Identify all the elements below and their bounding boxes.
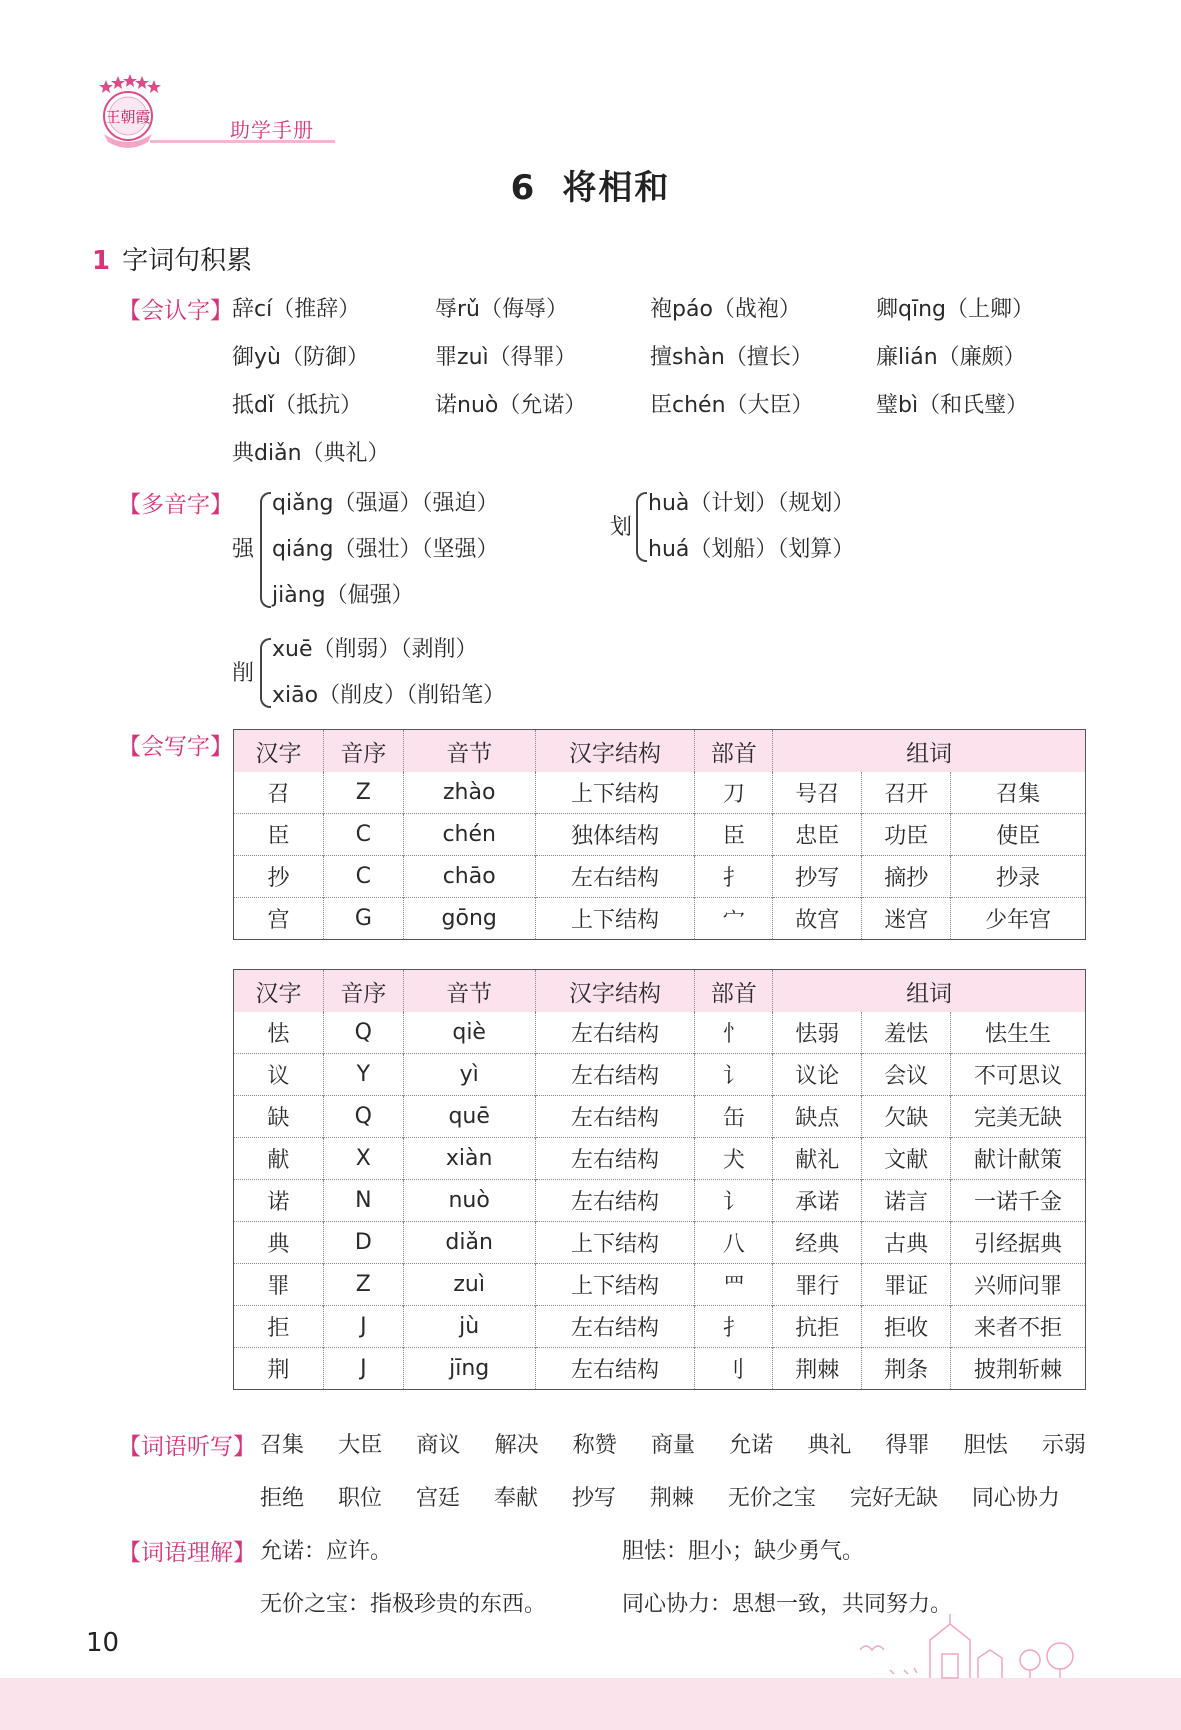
brace	[260, 638, 271, 708]
hanzi-cell: 抄	[234, 856, 324, 898]
recognize-item: 辱rǔ（侮辱）	[435, 297, 569, 322]
radical-cell: 扌	[695, 1306, 773, 1348]
pinyin-cell: jù	[403, 1306, 535, 1348]
dictation-word: 典礼	[807, 1433, 852, 1458]
word-cell: 会议	[862, 1054, 951, 1096]
understanding-label: 【词语理解】	[118, 1540, 256, 1566]
word-cell: 献计献策	[951, 1138, 1086, 1180]
initial-cell: Q	[323, 1012, 403, 1054]
word-cell: 召开	[862, 772, 951, 814]
structure-cell: 上下结构	[535, 1222, 695, 1264]
word-cell: 欠缺	[862, 1096, 951, 1138]
word-cell: 少年宫	[951, 898, 1086, 940]
pinyin-cell: xiàn	[403, 1138, 535, 1180]
header-cell: 音节	[403, 970, 535, 1013]
recognize-item: 抵dǐ（抵抗）	[232, 393, 363, 418]
word-cell: 迷宫	[862, 898, 951, 940]
pinyin-cell: zhào	[403, 772, 535, 814]
word-cell: 披荆斩棘	[951, 1348, 1086, 1390]
radical-cell: 讠	[695, 1180, 773, 1222]
dictation-word: 奉献	[493, 1486, 538, 1511]
table-row	[234, 1180, 1086, 1222]
structure-cell: 上下结构	[535, 898, 695, 940]
initial-cell: D	[323, 1222, 403, 1264]
structure-cell: 左右结构	[535, 1306, 695, 1348]
definition-item: 同心协力：思想一致，共同努力。	[622, 1592, 953, 1617]
pinyin-cell: zuì	[403, 1264, 535, 1306]
recognize-item: 典diǎn（典礼）	[232, 441, 390, 466]
pinyin-cell: yì	[403, 1054, 535, 1096]
word-cell: 缺点	[773, 1096, 862, 1138]
word-cell: 摘抄	[862, 856, 951, 898]
word-cell: 引经据典	[951, 1222, 1086, 1264]
recognize-item: 廉lián（廉颇）	[876, 345, 1026, 370]
hanzi-cell: 拒	[234, 1306, 324, 1348]
hanzi-cell: 召	[267, 782, 290, 807]
radical-cell: 缶	[695, 1096, 773, 1138]
table-row	[234, 1306, 1086, 1348]
pinyin-cell: chén	[403, 814, 535, 856]
word-cell: 抄写	[773, 856, 862, 898]
recognize-label: 【会认字】	[118, 298, 233, 324]
word-cell: 献礼	[773, 1138, 862, 1180]
dictation-word: 无价之宝	[727, 1486, 816, 1511]
hanzi-cell: 缺	[234, 1096, 324, 1138]
write-table-1	[233, 729, 1086, 940]
initial-cell: N	[323, 1180, 403, 1222]
radical-cell: 臣	[695, 814, 773, 856]
initial-cell: X	[323, 1138, 403, 1180]
polyphonic-reading: huá（划船）（划算）	[648, 537, 855, 562]
radical-cell: 宀	[695, 898, 773, 940]
polyphonic-reading: huà（计划）（规划）	[648, 491, 855, 516]
hanzi-cell: 诺	[234, 1180, 324, 1222]
word-cell: 抗拒	[773, 1306, 862, 1348]
word-cell: 古典	[862, 1222, 951, 1264]
word-cell: 怯弱	[773, 1012, 862, 1054]
initial-cell: Z	[323, 772, 403, 814]
dictation-row-2	[260, 1481, 1060, 1512]
section-title: 字词句积累	[122, 246, 253, 276]
dictation-word: 商量	[650, 1433, 695, 1458]
word-cell: 诺言	[862, 1180, 951, 1222]
structure-cell: 左右结构	[535, 1180, 695, 1222]
structure-cell: 左右结构	[535, 1348, 695, 1390]
header-cell: 音序	[323, 970, 403, 1013]
pinyin-cell: qiè	[403, 1012, 535, 1054]
pinyin-cell: jīng	[403, 1348, 535, 1390]
dictation-word: 解决	[494, 1433, 539, 1458]
brace	[260, 492, 271, 608]
dictation-word: 胆怯	[963, 1433, 1008, 1458]
structure-cell: 左右结构	[535, 856, 695, 898]
word-cell: 荆条	[862, 1348, 951, 1390]
table-header	[234, 730, 1086, 773]
recognize-item: 璧bì（和氏璧）	[876, 393, 1029, 418]
dictation-word: 示弱	[1041, 1433, 1086, 1458]
word-cell: 故宫	[773, 898, 862, 940]
table-row	[234, 1138, 1086, 1180]
polyphonic-reading: xiāo（削皮）（削铅笔）	[272, 683, 506, 708]
write-label: 【会写字】	[118, 734, 233, 760]
word-cell: 忠臣	[773, 814, 862, 856]
table-row	[234, 1012, 1086, 1054]
dictation-word: 荆棘	[649, 1486, 694, 1511]
structure-cell: 上下结构	[535, 1264, 695, 1306]
initial-cell: C	[323, 814, 403, 856]
word-cell: 荆棘	[773, 1348, 862, 1390]
hanzi-cell: 议	[234, 1054, 324, 1096]
table-row	[234, 1096, 1086, 1138]
radical-cell: 忄	[695, 1012, 773, 1054]
hanzi-cell: 宫	[234, 898, 324, 940]
polyphonic-char: 划	[610, 515, 633, 540]
write-table-2	[233, 969, 1086, 1390]
table-row	[234, 1348, 1086, 1390]
radical-cell: 讠	[695, 1054, 773, 1096]
structure-cell: 左右结构	[535, 1138, 695, 1180]
structure-cell: 独体结构	[535, 814, 695, 856]
word-cell: 来者不拒	[951, 1306, 1086, 1348]
dictation-word: 职位	[337, 1486, 382, 1511]
brace	[636, 492, 647, 562]
initial-cell: Z	[323, 1264, 403, 1306]
hanzi-cell: 典	[234, 1222, 324, 1264]
dictation-word: 拒绝	[260, 1486, 305, 1511]
word-cell: 经典	[773, 1222, 862, 1264]
dictation-row-1	[260, 1428, 1086, 1459]
radical-cell: 刀	[695, 772, 773, 814]
initial-cell: Q	[323, 1096, 403, 1138]
table-row	[234, 898, 1086, 940]
header-cell: 组词	[773, 730, 1086, 773]
word-cell: 怯生生	[951, 1012, 1086, 1054]
word-cell: 一诺千金	[951, 1180, 1086, 1222]
word-cell: 使臣	[951, 814, 1086, 856]
polyphonic-label: 【多音字】	[118, 492, 233, 518]
dictation-word: 允诺	[729, 1433, 774, 1458]
table-header	[234, 970, 1086, 1013]
word-cell: 承诺	[773, 1180, 862, 1222]
dictation-label: 【词语听写】	[118, 1434, 256, 1460]
page-title	[0, 160, 1181, 209]
recognize-item: 辞cí（推辞）	[232, 297, 361, 322]
hanzi-cell: 罪	[234, 1264, 324, 1306]
header-cell: 汉字结构	[535, 730, 695, 773]
dictation-word: 抄写	[571, 1486, 616, 1511]
table-row	[234, 856, 1086, 898]
structure-cell: 左右结构	[535, 1096, 695, 1138]
definition-item: 胆怯：胆小；缺少勇气。	[622, 1539, 865, 1564]
table-row	[234, 814, 1086, 856]
header-cell: 组词	[773, 970, 1086, 1013]
recognize-item: 擅shàn（擅长）	[650, 345, 813, 370]
dictation-word: 同心协力	[971, 1486, 1060, 1511]
word-cell: 文献	[862, 1138, 951, 1180]
polyphonic-char: 削	[232, 661, 255, 686]
table-row	[234, 1222, 1086, 1264]
initial-cell: Y	[323, 1054, 403, 1096]
dictation-word: 完好无缺	[849, 1486, 938, 1511]
word-cell: 完美无缺	[951, 1096, 1086, 1138]
word-cell: 功臣	[862, 814, 951, 856]
word-cell: 抄录	[951, 856, 1086, 898]
pinyin-cell: quē	[403, 1096, 535, 1138]
table-row	[234, 1054, 1086, 1096]
hanzi-cell: 荆	[234, 1348, 324, 1390]
table-row	[234, 772, 1086, 814]
svg-text:王朝霞: 王朝霞	[105, 108, 151, 126]
header-cell: 部首	[695, 730, 773, 773]
word-cell: 召集	[951, 772, 1086, 814]
header-cell: 汉字	[234, 730, 324, 773]
word-cell: 罪证	[862, 1264, 951, 1306]
footer-decoration-icon	[800, 1610, 1100, 1680]
recognize-item: 卿qīng（上卿）	[876, 297, 1035, 322]
dictation-word: 称赞	[572, 1433, 617, 1458]
recognize-item: 诺nuò（允诺）	[435, 393, 587, 418]
word-cell: 不可思议	[951, 1054, 1086, 1096]
recognize-item: 罪zuì（得罪）	[435, 345, 577, 370]
radical-cell: 扌	[695, 856, 773, 898]
initial-cell: G	[323, 898, 403, 940]
table-row	[234, 1264, 1086, 1306]
word-cell: 拒收	[862, 1306, 951, 1348]
footer-band	[0, 1678, 1181, 1730]
dictation-word: 召集	[260, 1433, 305, 1458]
initial-cell: J	[323, 1348, 403, 1390]
word-cell: 罪行	[773, 1264, 862, 1306]
polyphonic-reading: qiáng（强壮）（坚强）	[272, 537, 499, 562]
publisher-logo	[92, 70, 162, 150]
header-cell: 音序	[323, 730, 403, 773]
section-heading	[92, 240, 252, 277]
word-cell: 号召	[773, 772, 862, 814]
word-cell: 羞怯	[862, 1012, 951, 1054]
initial-cell: J	[323, 1306, 403, 1348]
dictation-word: 宫廷	[415, 1486, 460, 1511]
hanzi-cell: 怯	[267, 1022, 290, 1047]
recognize-item: 臣chén（大臣）	[650, 393, 814, 418]
word-cell: 议论	[773, 1054, 862, 1096]
pinyin-cell: nuò	[403, 1180, 535, 1222]
definition-item: 无价之宝：指极珍贵的东西。	[260, 1592, 547, 1617]
header-cell: 汉字	[234, 970, 324, 1013]
structure-cell: 左右结构	[535, 1012, 695, 1054]
pinyin-cell: chāo	[403, 856, 535, 898]
polyphonic-char: 强	[232, 537, 255, 562]
dictation-word: 得罪	[885, 1433, 930, 1458]
polyphonic-reading: xuē（削弱）（剥削）	[272, 637, 478, 662]
radical-cell: 犬	[695, 1138, 773, 1180]
word-cell: 兴师问罪	[951, 1264, 1086, 1306]
header-label: 助学手册	[230, 118, 314, 142]
structure-cell: 上下结构	[535, 772, 695, 814]
pinyin-cell: gōng	[403, 898, 535, 940]
structure-cell: 左右结构	[535, 1054, 695, 1096]
lesson-number: 6	[510, 168, 537, 208]
pinyin-cell: diǎn	[403, 1222, 535, 1264]
header-cell: 部首	[695, 970, 773, 1013]
recognize-item: 御yù（防御）	[232, 345, 369, 370]
lesson-title: 将相和	[562, 168, 671, 208]
dictation-word: 商议	[416, 1433, 461, 1458]
section-index: 1	[92, 246, 111, 276]
recognize-item: 袍páo（战袍）	[650, 297, 801, 322]
dictation-word: 大臣	[338, 1433, 383, 1458]
polyphonic-reading: jiàng（倔强）	[272, 583, 414, 608]
header-cell: 音节	[403, 730, 535, 773]
polyphonic-reading: qiǎng（强逼）（强迫）	[272, 491, 499, 516]
hanzi-cell: 臣	[234, 814, 324, 856]
radical-cell: 罒	[695, 1264, 773, 1306]
radical-cell: 八	[695, 1222, 773, 1264]
page-number: 10	[86, 1628, 120, 1658]
definition-item: 允诺：应许。	[260, 1539, 393, 1564]
hanzi-cell: 献	[234, 1138, 324, 1180]
radical-cell: 刂	[695, 1348, 773, 1390]
header-cell: 汉字结构	[535, 970, 695, 1013]
initial-cell: C	[323, 856, 403, 898]
